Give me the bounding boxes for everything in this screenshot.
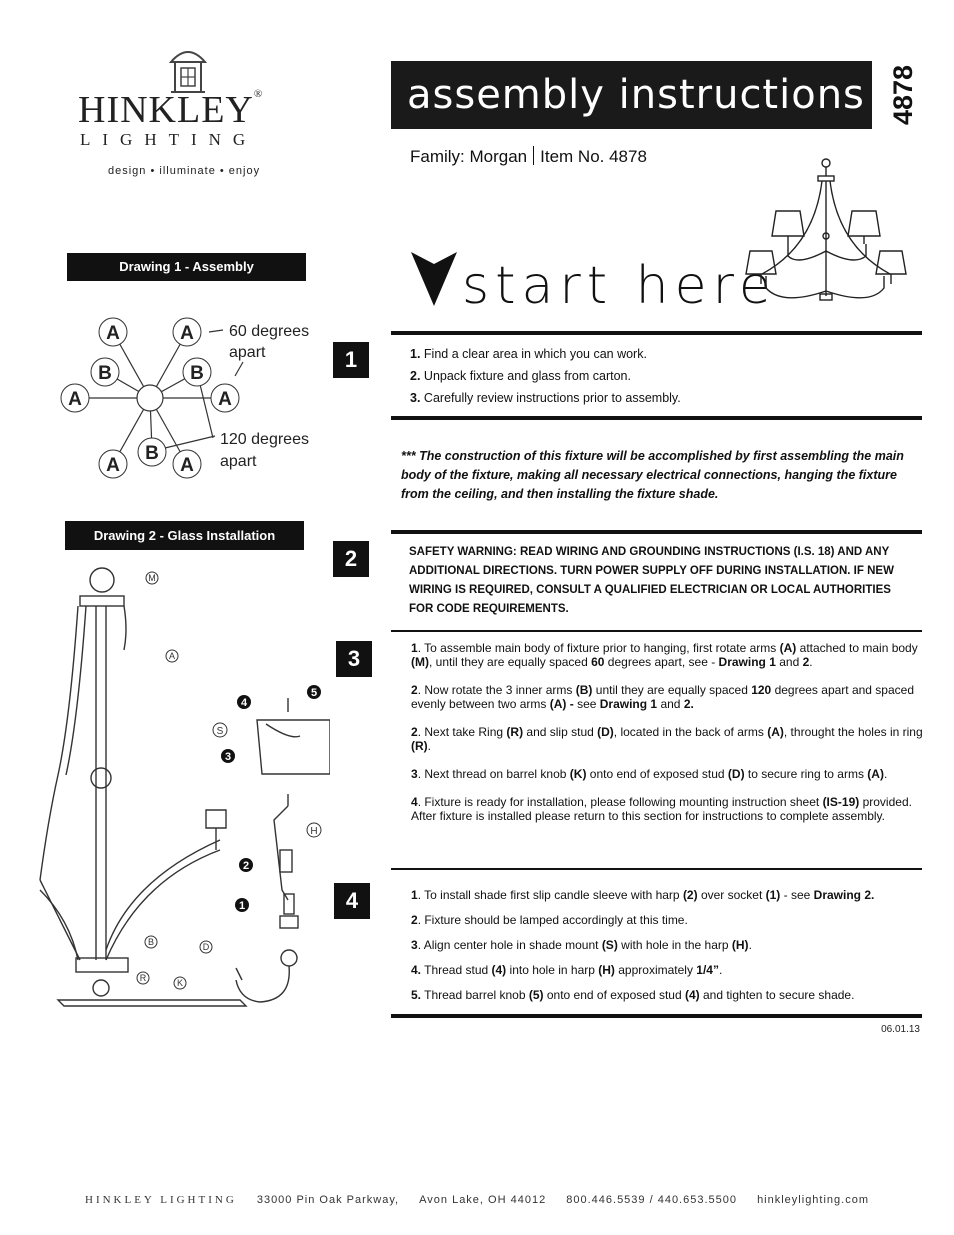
step3-para-1: 1. To assemble main body of fixture prior to hanging, first rotate arms (A) attached to main body (M), until they are equally spaced 60 degrees apart, see - Drawing 1 and 2. bbox=[411, 641, 918, 669]
step3-para-4: 3. Next thread on barrel knob (K) onto end of exposed stud (D) to secure ring to arms (A). bbox=[411, 767, 888, 781]
step3-text bbox=[411, 641, 923, 837]
svg-text:B: B bbox=[190, 363, 204, 384]
svg-text:4: 4 bbox=[240, 697, 248, 709]
brand-name: HINKLEY bbox=[78, 89, 254, 131]
svg-text:A: A bbox=[168, 651, 176, 661]
svg-text:B: B bbox=[145, 443, 159, 464]
svg-text:2: 2 bbox=[242, 860, 250, 872]
step3-para-2: 2. Now rotate the 3 inner arms (B) until they are equally spaced 120 degrees apart and spaced evenly between two arms (A) - see Drawing 1 and 2. bbox=[411, 683, 915, 711]
footer-phone: 800.446.5539 / 440.653.5500 bbox=[566, 1194, 737, 1206]
start-here: start here bbox=[462, 256, 777, 316]
step1-number: 1 bbox=[333, 342, 369, 378]
step4-para-2: 2. Fixture should be lamped accordingly at this time. bbox=[411, 913, 688, 927]
brand-tagline: design • illuminate • enjoy bbox=[108, 165, 261, 177]
item-number-vertical bbox=[880, 62, 920, 128]
svg-text:H: H bbox=[310, 826, 318, 837]
label-120-degrees: 120 degrees apart bbox=[220, 431, 309, 470]
step1-bottom-rule bbox=[391, 416, 922, 420]
footer-brand: HINKLEY LIGHTING bbox=[85, 1194, 237, 1206]
step2-top-rule bbox=[391, 530, 922, 534]
revision-date: 06.01.13 bbox=[881, 1024, 920, 1035]
svg-text:S: S bbox=[216, 726, 224, 737]
start-arrow-icon bbox=[409, 250, 459, 308]
step4-top-rule bbox=[391, 868, 922, 870]
family-line bbox=[410, 146, 647, 167]
step3-para-5: 4. Fixture is ready for installation, please following mounting instruction sheet (IS-19) provided. After fixture is installed please return to this section for instructions to complete assembly. bbox=[411, 795, 912, 823]
step4-para-4: 4. Thread stud (4) into hole in harp (H) approximately 1/4”. bbox=[411, 963, 723, 977]
svg-text:M: M bbox=[148, 573, 156, 583]
svg-text:A: A bbox=[106, 323, 120, 344]
step4-para-3: 3. Align center hole in shade mount (S) with hole in the harp (H). bbox=[411, 938, 752, 952]
svg-text:D: D bbox=[202, 942, 210, 952]
drawing2-title: Drawing 2 - Glass Installation bbox=[65, 521, 304, 550]
step1-item-2: 2. Unpack fixture and glass from carton. bbox=[410, 369, 631, 383]
footer-website[interactable]: hinkleylighting.com bbox=[757, 1194, 869, 1206]
step1-item-3: 3. Carefully review instructions prior to assembly. bbox=[410, 391, 681, 405]
step3-para-3: 2. Next take Ring (R) and slip stud (D), located in the back of arms (A), throught the holes in ring (R). bbox=[411, 725, 923, 753]
svg-text:A: A bbox=[106, 455, 120, 476]
svg-text:3: 3 bbox=[224, 751, 232, 763]
step1-item-1: 1. Find a clear area in which you can work. bbox=[410, 347, 647, 361]
brand-logo bbox=[70, 44, 310, 184]
label-60-degrees: 60 degrees apart bbox=[229, 323, 310, 361]
brand-sub: LIGHTING bbox=[80, 130, 258, 149]
drawing1-title: Drawing 1 - Assembly bbox=[67, 253, 306, 281]
svg-text:5: 5 bbox=[310, 687, 318, 699]
svg-text:B: B bbox=[147, 937, 155, 947]
step3-number: 3 bbox=[336, 641, 372, 677]
svg-text:A: A bbox=[180, 323, 194, 344]
page-title: assembly instructions bbox=[391, 61, 872, 129]
svg-text:A: A bbox=[68, 389, 82, 410]
step4-text bbox=[411, 888, 921, 1013]
svg-text:A: A bbox=[218, 389, 232, 410]
step2-number: 2 bbox=[333, 541, 369, 577]
construction-note: *** The construction of this fixture will be accomplished by first assembling the main body of the fixture, making all necessary electrical connections, hanging the fixture from the ceiling, and then installing the fixture shade. bbox=[401, 449, 904, 501]
brand-reg: ® bbox=[253, 88, 264, 100]
step4-para-1: 1. To install shade first slip candle sleeve with harp (2) over socket (1) - see Drawing 2. bbox=[411, 888, 875, 902]
footer-city: Avon Lake, OH 44012 bbox=[419, 1194, 547, 1206]
step4-bottom-rule bbox=[391, 1014, 922, 1018]
family-label: Family: Morgan bbox=[410, 147, 528, 166]
step1-list bbox=[410, 343, 910, 409]
step4-number: 4 bbox=[334, 883, 370, 919]
step4-para-5: 5. Thread barrel knob (5) onto end of exposed stud (4) and tighten to secure shade. bbox=[411, 988, 855, 1002]
item-label: Item No. 4878 bbox=[540, 147, 647, 166]
footer-address: 33000 Pin Oak Parkway, bbox=[256, 1194, 400, 1206]
svg-text:B: B bbox=[98, 363, 112, 384]
step1-top-rule bbox=[391, 331, 922, 335]
svg-text:A: A bbox=[180, 455, 194, 476]
drawing2-diagram bbox=[30, 560, 330, 1020]
footer bbox=[0, 1194, 954, 1206]
safety-warning: SAFETY WARNING: READ WIRING AND GROUNDING INSTRUCTIONS (I.S. 18) AND ANY ADDITIONAL DIRECTIONS. TURN POWER SUPPLY OFF DURING INSTALLATION. IF NEW WIRING IS REQUIRED, CONSULT A QUALIFIED ELECTRICIAN OR LOCAL AUTHORITIES FOR CODE REQUIREMENTS. bbox=[409, 546, 894, 615]
svg-text:1: 1 bbox=[238, 900, 246, 912]
step3-top-rule bbox=[391, 630, 922, 632]
chandelier-illustration bbox=[742, 156, 912, 328]
svg-text:K: K bbox=[176, 978, 184, 988]
svg-text:R: R bbox=[139, 973, 147, 983]
item-number-text: 4878 bbox=[888, 64, 918, 125]
